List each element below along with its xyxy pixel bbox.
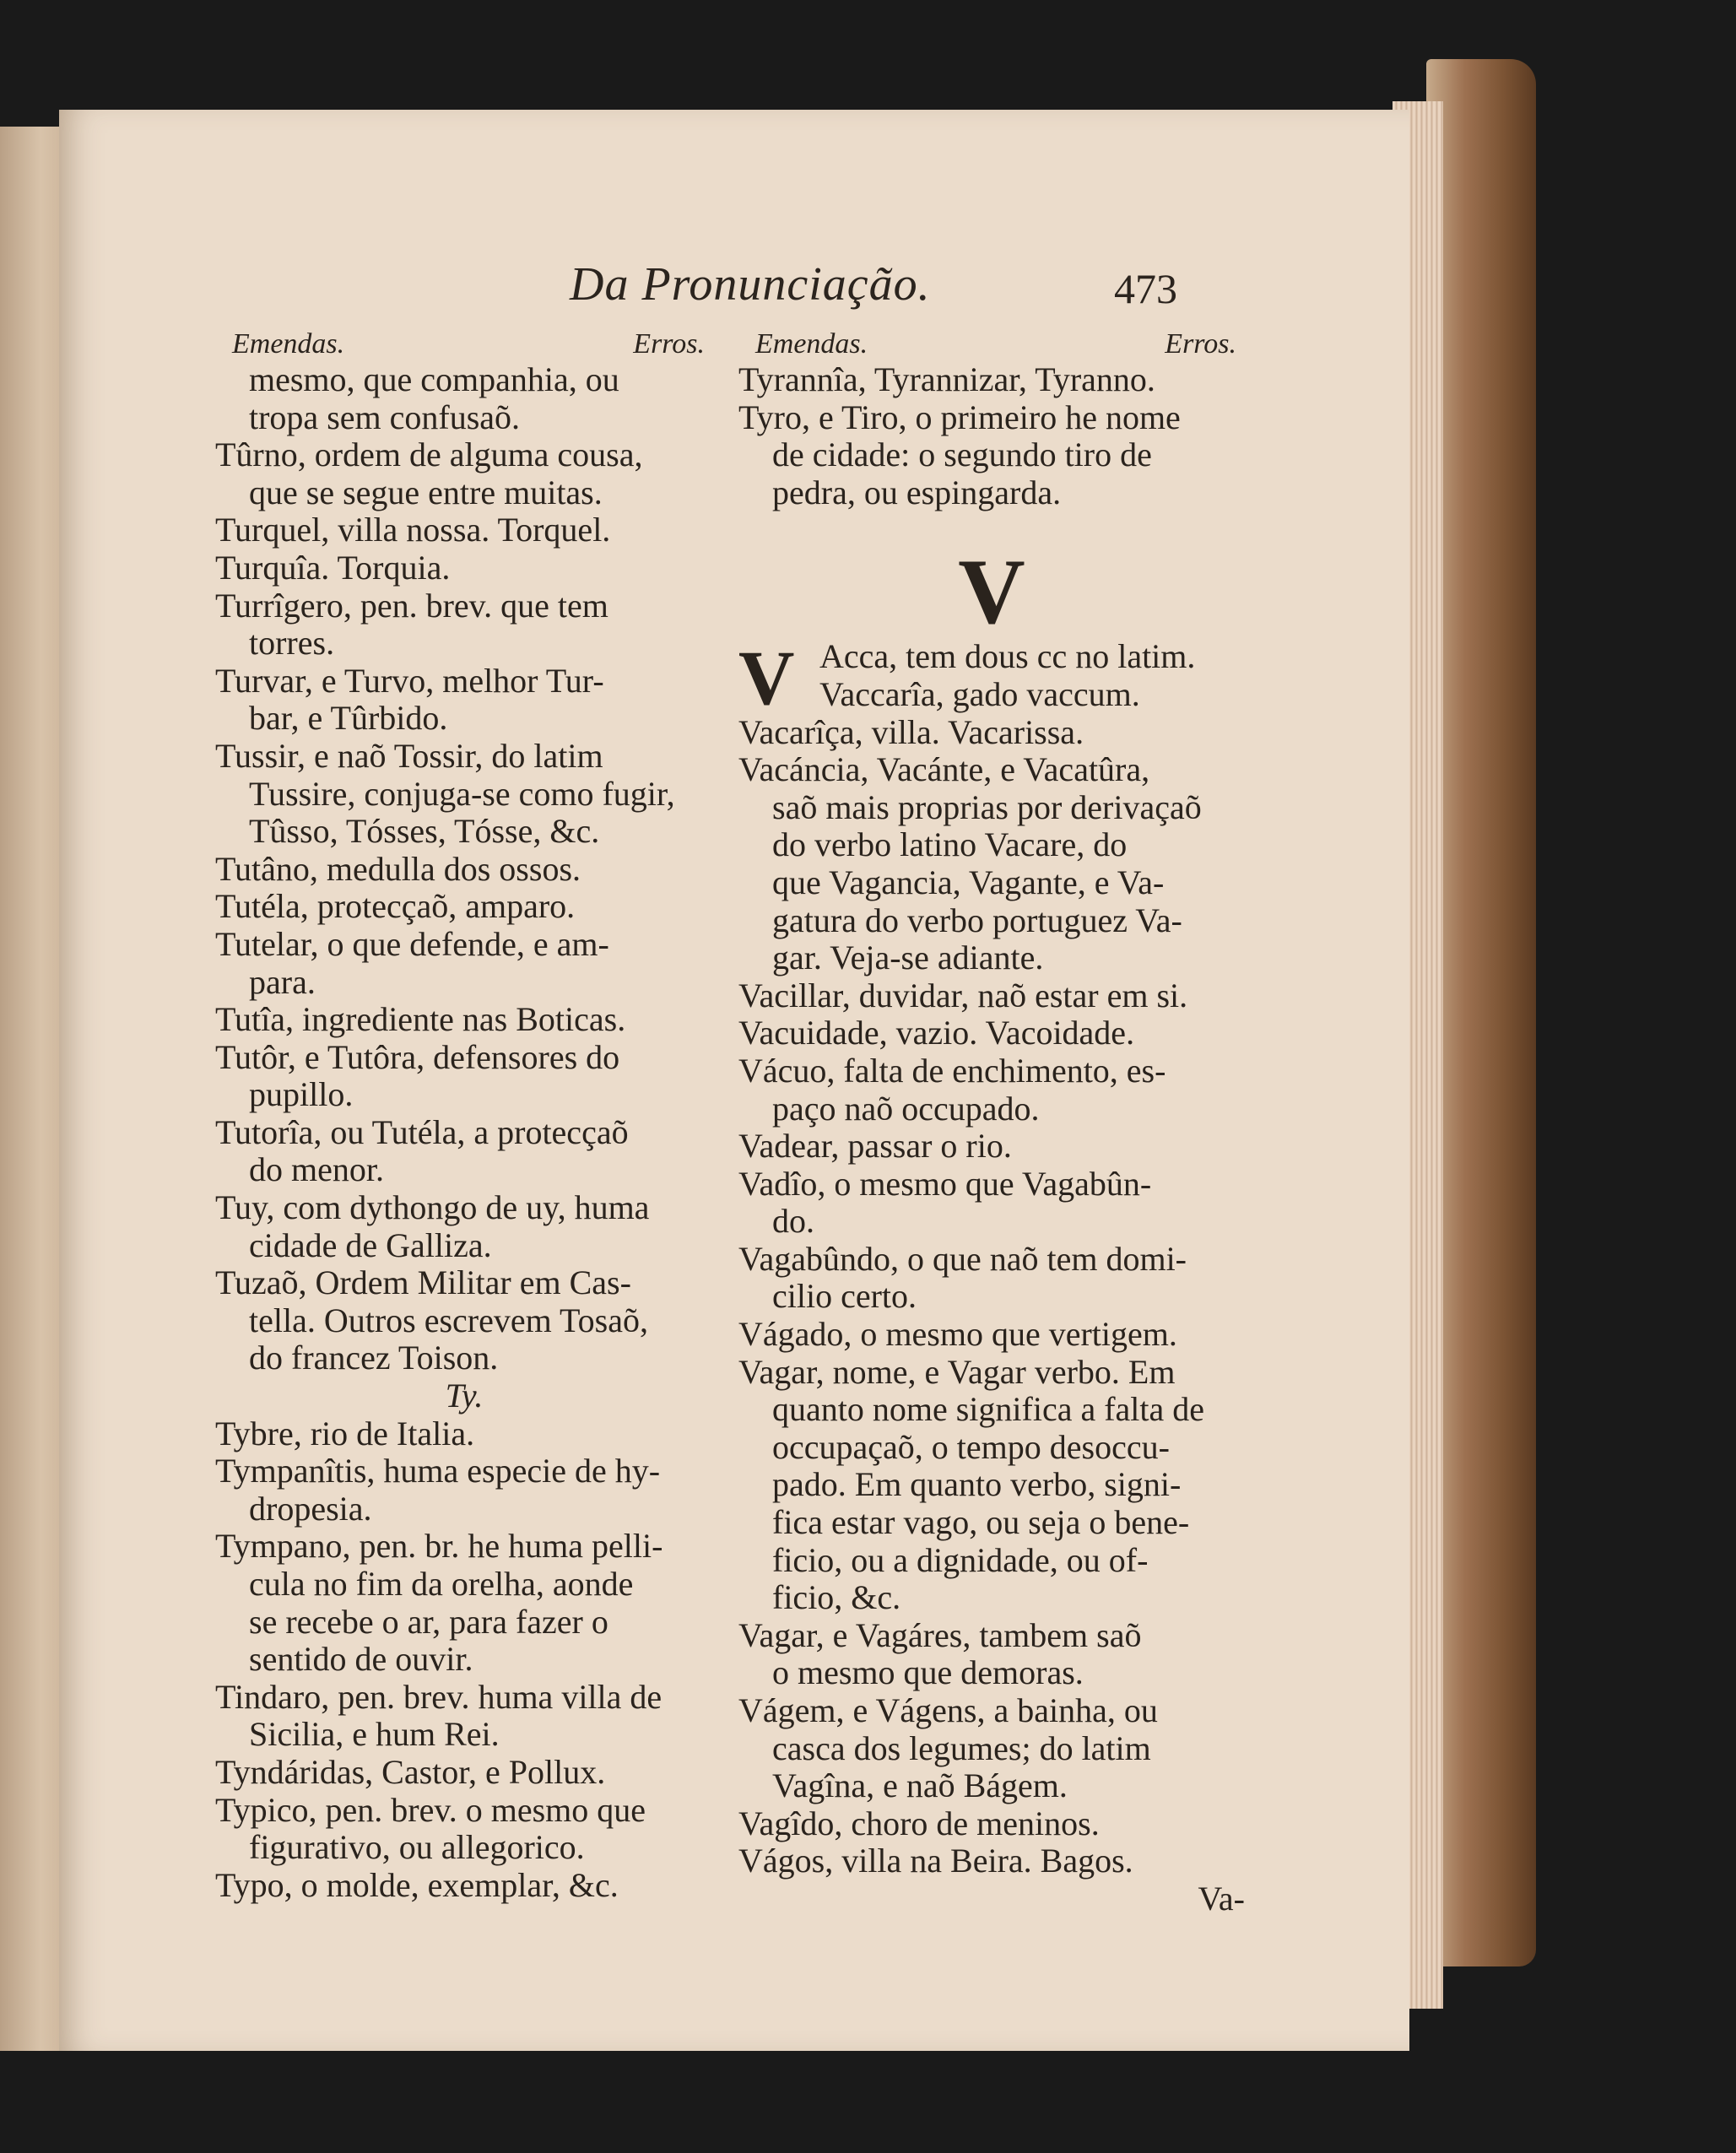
entry-line: Vagar, e Vagáres, tambem saõ (738, 1616, 1142, 1654)
entry-line: Vágem, e Vágens, a bainha, ou (738, 1692, 1158, 1729)
entry-line: Typo, o molde, exemplar, &c. (215, 1866, 619, 1904)
entry-line: Tyrannîa, Tyrannizar, Tyranno. (738, 361, 1155, 398)
page-number: 473 (1114, 265, 1177, 312)
column-head-erros: Erros. (1165, 328, 1236, 360)
dropcap-entry (738, 635, 1245, 722)
entry-line: Vágos, villa na Beira. Bagos. (738, 1842, 1133, 1880)
text-line: para. (249, 963, 316, 1001)
text-line: do menor. (249, 1151, 384, 1189)
right-column (738, 327, 1245, 1918)
text-line: o mesmo que demoras. (772, 1654, 1084, 1692)
text-line: Acca, tem dous cc no latim. (819, 638, 1196, 676)
entry-line: Tympano, pen. br. he huma pelli- (215, 1528, 663, 1566)
section-heading: Ty. (445, 1377, 484, 1415)
text-line: do. (772, 1203, 814, 1241)
text-line: cidade de Galliza. (249, 1226, 492, 1264)
text-line: occupaçaõ, o tempo desoccu- (772, 1428, 1170, 1466)
entry-line: Tyndáridas, Castor, e Pollux. (215, 1753, 606, 1791)
entry-line: Vacillar, duvidar, naõ estar em si. (738, 976, 1188, 1014)
entry-line: Tutâno, medulla dos ossos. (215, 850, 581, 888)
entry-line: Vacarîça, villa. Vacarissa. (738, 713, 1084, 751)
text-line: ficio, &c. (772, 1579, 901, 1617)
column-head-emendas: Emendas. (755, 328, 868, 360)
text-line: tropa sem confusaõ. (249, 398, 521, 436)
text-line: que se segue entre muitas. (249, 473, 603, 511)
text-line: mesmo, que companhia, ou (249, 361, 619, 398)
catchword: Va- (1198, 1880, 1245, 1918)
text-line: saõ mais proprias por derivaçaõ (772, 788, 1202, 826)
text-line: sentido de ouvir. (249, 1641, 473, 1679)
entry-line: Turvar, e Turvo, melhor Tur- (215, 662, 604, 700)
text-line: Sicilia, e hum Rei. (249, 1716, 500, 1754)
left-column-head (215, 327, 713, 361)
text-line: de cidade: o segundo tiro de (772, 436, 1152, 474)
entry-line: Tyro, e Tiro, o primeiro he nome (738, 398, 1181, 436)
text-line: casca dos legumes; do latim (772, 1729, 1151, 1767)
entry-line: Tuzaõ, Ordem Militar em Cas- (215, 1264, 631, 1302)
entry-line: Vagar, nome, e Vagar verbo. Em (738, 1353, 1176, 1391)
text-line: bar, e Tûrbido. (249, 700, 448, 738)
entry-line: Tutelar, o que defende, e am- (215, 925, 609, 963)
entry-line: Tutôr, e Tutôra, defensores do (215, 1038, 620, 1076)
text-line: figurativo, ou allegorico. (249, 1829, 585, 1867)
text-line: pupillo. (249, 1076, 354, 1114)
left-column (215, 327, 713, 1904)
text-line: gatura do verbo portuguez Va- (772, 901, 1182, 939)
entry-line: Vagabûndo, o que naõ tem domi- (738, 1240, 1187, 1278)
text-line: pado. Em quanto verbo, signi- (772, 1466, 1182, 1504)
facing-page-edge (0, 127, 68, 2051)
text-line: cilio certo. (772, 1278, 917, 1316)
text-line: quanto nome significa a falta de (772, 1391, 1205, 1429)
section-letter: V (958, 540, 1025, 644)
entry-line: Tussir, e naõ Tossir, do latim (215, 737, 603, 775)
entry-line: Tympanîtis, huma especie de hy- (215, 1452, 661, 1490)
text-line: tella. Outros escrevem Tosaõ, (249, 1301, 648, 1339)
entry-line: Turrîgero, pen. brev. que tem (215, 587, 608, 625)
entry-line: Turquel, villa nossa. Torquel. (215, 511, 611, 549)
text-line: paço naõ occupado. (772, 1090, 1040, 1128)
entry-line: Vagîdo, choro de meninos. (738, 1804, 1100, 1842)
entry-line: Vágado, o mesmo que vertigem. (738, 1316, 1177, 1354)
page-header (59, 257, 1409, 325)
text-line: fica estar vago, ou seja o bene- (772, 1504, 1190, 1542)
text-line: cula no fim da orelha, aonde (249, 1566, 634, 1603)
column-head-erros: Erros. (633, 328, 705, 360)
entry-line: Tûrno, ordem de alguma cousa, (215, 436, 643, 474)
text-line: Tûsso, Tósses, Tósse, &c. (249, 813, 600, 851)
text-line: Tussire, conjuga-se como fugir, (249, 775, 675, 813)
text-line: gar. Veja-se adiante. (772, 939, 1044, 977)
text-line: Vaccarîa, gado vaccum. (819, 675, 1140, 713)
right-column-head (738, 327, 1245, 361)
text-line: torres. (249, 625, 335, 663)
entry-line: Typico, pen. brev. o mesmo que (215, 1791, 646, 1829)
text-line: Vagîna, e naõ Bágem. (772, 1767, 1068, 1805)
dropcap-letter: V (738, 635, 795, 722)
entry-line: Tuy, com dythongo de uy, huma (215, 1189, 650, 1227)
text-line: do verbo latino Vacare, do (772, 826, 1128, 864)
entry-line: Vadîo, o mesmo que Vagabûn- (738, 1165, 1152, 1203)
entry-line: Tybre, rio de Italia. (215, 1415, 475, 1452)
entry-line: Tutéla, protecçaõ, amparo. (215, 888, 576, 926)
column-head-emendas: Emendas. (232, 328, 345, 360)
text-line: ficio, ou a dignidade, ou of- (772, 1541, 1149, 1579)
entry-line: Tindaro, pen. brev. huma villa de (215, 1678, 662, 1716)
text-line: que Vagancia, Vagante, e Va- (772, 863, 1165, 901)
running-title: Da Pronunciação. (570, 258, 931, 311)
text-line: pedra, ou espingarda. (772, 473, 1062, 511)
entry-line: Vacuidade, vazio. Vacoidade. (738, 1014, 1135, 1052)
entry-line: Turquîa. Torquia. (215, 549, 451, 587)
text-line: dropesia. (249, 1490, 372, 1528)
text-line: se recebe o ar, para fazer o (249, 1603, 608, 1641)
entry-line: Tutîa, ingrediente nas Boticas. (215, 1001, 626, 1039)
book-page (59, 110, 1409, 2051)
entry-line: Vacáncia, Vacánte, e Vacatûra, (738, 751, 1150, 789)
text-line: do francez Toison. (249, 1339, 499, 1377)
entry-line: Tutorîa, ou Tutéla, a protecçaõ (215, 1113, 629, 1151)
entry-line: Vadear, passar o rio. (738, 1128, 1012, 1166)
entry-line: Vácuo, falta de enchimento, es- (738, 1052, 1166, 1090)
